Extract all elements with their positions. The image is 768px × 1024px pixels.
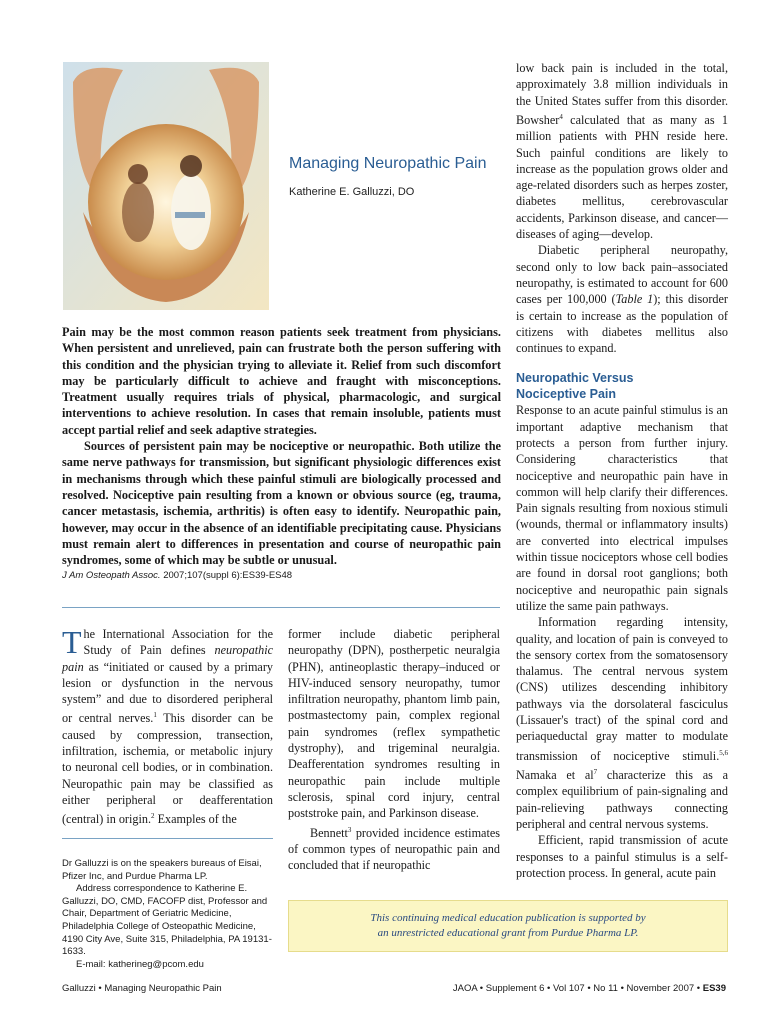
- abstract-paragraph: Pain may be the most common reason patients seek treatment from physicians. When persistent and unrelieved, pain can frustrate both the person suffering with this condition and the physician trying to alleviate it. Relief from such discomfort may be particularly difficult to achieve and fraught with misconceptions. Treatment usually requires trials of physical, pharmacologic, and surgical interventions to achieve resolution. In cases that remain insoluble, patients must accept partial relief and seek adaptive strategies.: [62, 325, 501, 437]
- footnote-divider: [62, 838, 273, 839]
- article-author: Katherine E. Galluzzi, DO: [289, 186, 415, 198]
- body-column-3: [516, 60, 728, 881]
- body-column-2: [288, 626, 500, 874]
- footnote-email: E-mail: katherineg@pcom.edu: [76, 958, 204, 970]
- defined-term: neuropathic pain: [62, 643, 273, 674]
- body-paragraph: Bennett$^3$ provided incidence estimates of common types of neuropathic pain and concluded that if neuropathic: [288, 825, 500, 873]
- body-paragraph: Information regarding intensity, quality, and location of pain is conveyed to the sensory cortex from the somatosensory thalamus. The central nervous system (CNS) utilizes descending inhibitory pathways via the dorsolateral fasciculus (Lissauer's tract) of the spinal cord and periaqueductal gray matter to modulate transmission of nociceptive stimuli.$^{5,6}$ Namaka et $al^7$ characterize this as a complex equilibrium of pain-signaling and pain-relieving pathways connecting peripheral and central nervous systems.: [516, 615, 728, 831]
- section-heading: Neuropathic Versus Nociceptive Pain: [516, 371, 634, 402]
- running-footer-left: Galluzzi • Managing Neuropathic Pain: [62, 983, 222, 994]
- reference-marker: 7: [593, 768, 598, 776]
- citation-journal: J Am Osteopath Assoc.: [62, 570, 161, 581]
- body-paragraph: The International Association for the Study of Pain defines neuropathic pain as “initiated or caused by a primary lesion or dysfunction in the nervous system” and due to disordered peripheral or central nerves.$^1$ This disorder can be caused by compression, transection, infiltration, ischemia, or metabolic injury to neuronal cell bodies, or in combination. Neuropathic pain may be classified as either peripheral or deafferentation (central) in origin.$^2$ Examples of the: [62, 624, 273, 827]
- article-title: Managing Neuropathic Pain: [289, 155, 487, 172]
- body-paragraph: Response to an acute painful stimulus is an important adaptive mechanism that protects a person from further injury. Considering characteristics that nociceptive and neuropathic pain have in common will help clarify their differences. Pain signals resulting from noxious stimuli (wounds, thermal or inflammatory insults) are converted into electrical impulses within tissue nociceptors whose cell bodies are found in dorsal root ganglions; both nociceptive and neuropathic pain signals utilize the same pain pathways.: [516, 403, 728, 613]
- cover-photo: [63, 62, 269, 310]
- author-footnote: [62, 858, 274, 971]
- drop-cap: T: [62, 624, 82, 660]
- citation-details: 2007;107(suppl 6):ES39-ES48: [160, 570, 293, 581]
- body-paragraph: low back pain is included in the total, approximately 3.8 million individuals in the United States suffer from this disorder. Bowsher$^4$ calculated that as many as 1 million patients with PHN reside here. Such painful conditions are likely to increase as the population grows older and age-related disorders such as herpes zoster, diabetes mellitus, cerebrovascular accidents, Parkinson disease, and cancer—diseases of aging—develop.: [516, 61, 728, 242]
- page-number: ES39: [702, 983, 726, 994]
- body-paragraph: Efficient, rapid transmission of acute responses to a painful stimulus is a self-protection process. In general, acute pain: [516, 833, 728, 880]
- reference-marker: 5,6: [719, 748, 728, 757]
- body-paragraph: Diabetic peripheral neuropathy, second only to low back pain–associated neuropathy, is estimated to account for 600 cases per 100,000 (Table 1); this disorder is certain to increase as the population of citizens with diabetes mellitus also continues to expand.: [516, 243, 728, 356]
- support-notice: This continuing medical education publication is supported by an unrestricted educational grant from Purdue Pharma LP.: [288, 900, 728, 952]
- running-footer-right: JAOA • Supplement 6 • Vol 107 • No 11 • November 2007 • ES39: [452, 983, 726, 994]
- body-column-1: [62, 626, 273, 828]
- section-divider: [62, 607, 500, 608]
- reference-marker: 4: [559, 112, 563, 121]
- reference-marker: 3: [347, 825, 352, 834]
- footnote-address: Address correspondence to Katherine E. Galluzzi, DO, CMD, FACOFP dist, Professor and Chair, Department of Geriatric Medicine, Philadelphia College of Osteopathic Medicine, 4190 City Ave, Suite 315, Philadelphia, PA 19131-1633.: [62, 883, 272, 958]
- reference-marker: 1: [153, 711, 157, 720]
- table-reference: Table 1: [615, 292, 654, 307]
- abstract-paragraph: Sources of persistent pain may be nociceptive or neuropathic. Both utilize the same nerve pathways for transmission, but significant physiologic differences exist in mechanisms through which these painful stimuli are biologically processed and resolved. Nociceptive pain resulting from a known or obvious source (eg, trauma, cancer metastasis, ischemia, arthritis) is often easy to identify. Neuropathic pain, however, may occur in the absence of an identifiable precipitating cause. Physicians must remain alert to differences in presentation and course of neuropathic pain syndromes, some of which may be subtle or unusual.: [62, 439, 501, 568]
- citation: [62, 570, 292, 581]
- footnote-disclosure: Dr Galluzzi is on the speakers bureaus of Eisai, Pfizer Inc, and Purdue Pharma LP.: [62, 858, 262, 882]
- reference-marker: 2: [151, 812, 155, 821]
- abstract: [62, 324, 501, 568]
- body-paragraph: former include diabetic peripheral neuropathy (DPN), postherpetic neuralgia (PHN), antineoplastic therapy–induced or HIV-induced sensory neuropathy, tumor infiltration neuropathy, phantom limb pain, postmastectomy pain, complex regional pain syndromes (reflex sympathetic dystrophy), and trigeminal neuralgia. Deafferentation syndromes resulting in neuropathic pain include multiple sclerosis, spinal cord injury, central poststroke pain, and Parkinson disease.: [288, 627, 500, 821]
